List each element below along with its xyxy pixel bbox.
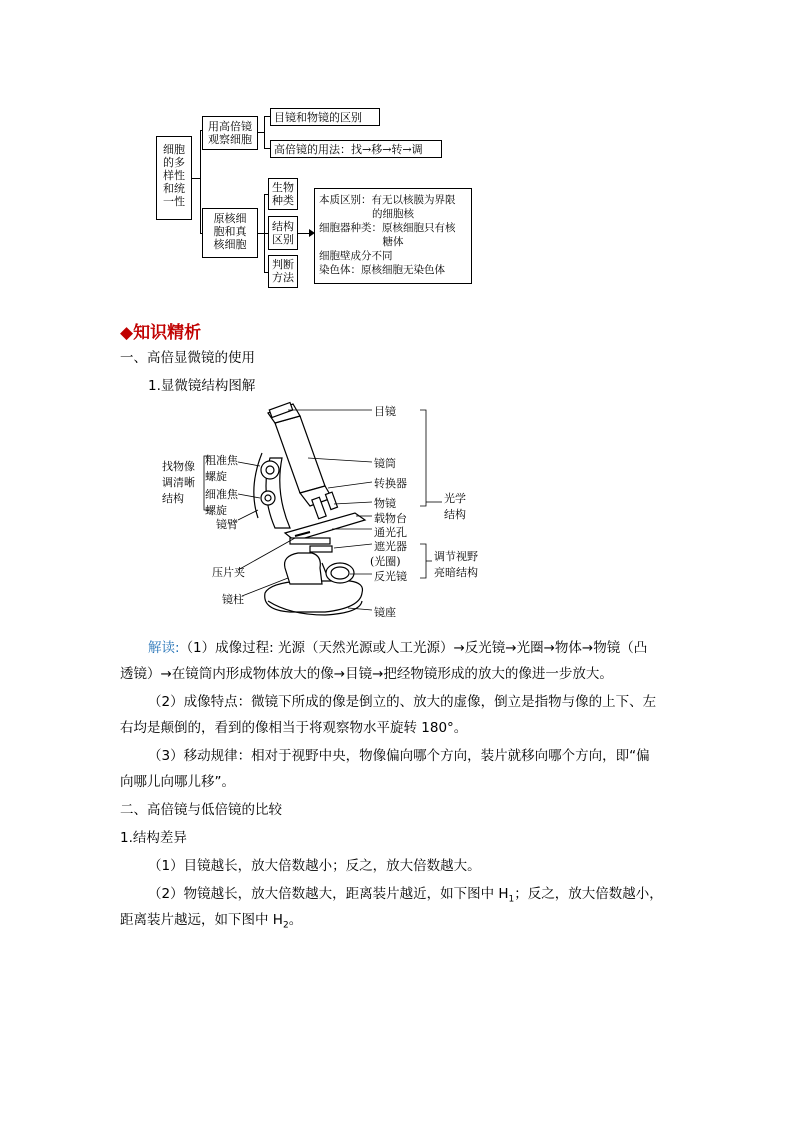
heading-1-sub: 1.显微镜结构图解 [148,378,256,394]
map-item-lens-difference [270,108,380,126]
microscope-diagram [150,398,510,624]
heading-2-sub: 1.结构差异 [120,830,187,846]
label-aperture: 通光孔 [374,526,407,539]
compare-text: 。 [288,912,303,928]
map-branch-line: 核细胞 [213,238,247,251]
map-item-text: 种类 [272,194,294,207]
map-item-text: 目镜和物镜的区别 [274,111,362,124]
group-light-line: 调节视野 [434,550,478,563]
heading-1: 一、高倍显微镜的使用 [120,350,255,366]
label-fine-focus: 细准焦 [205,488,238,501]
label-fine-focus-2: 螺旋 [205,504,227,517]
explain-lead: 解读: [148,640,180,656]
heading-2: 二、高倍镜与低倍镜的比较 [120,802,282,818]
map-item-text: 高倍镜的用法：找→移→转→调 [274,143,423,156]
map-root-line: 一性 [163,195,185,208]
group-focus-line: 结构 [162,492,184,505]
map-diff-line: 细胞器种类：原核细胞只有核 [319,222,456,234]
group-focus-line: 找物像 [162,460,195,473]
map-root-line: 的多 [163,156,185,169]
diamond-icon: ◆ [120,323,134,343]
label-eyepiece: 目镜 [374,405,396,418]
map-item-method [268,255,298,288]
label-stage: 载物台 [374,512,407,525]
explain-p2-line1: （2）成像特点：微镜下所成的像是倒立的、放大的虚像，倒立是指物与像的上下、左 [148,694,657,710]
map-item-text: 生物 [272,181,294,194]
map-root-box [156,136,192,220]
label-clip: 压片夹 [212,566,245,579]
map-root-line: 样性 [163,169,185,182]
explain-p1-line2: 透镜）→在镜筒内形成物体放大的像→目镜→把经物镜形成的放大的像进一步放大。 [120,666,613,682]
group-optical-line: 光学 [444,492,466,505]
map-item-usage [270,140,442,158]
compare-text: （2）物镜越长，放大倍数越大，距离装片越近，如下图中 H [148,886,509,902]
map-branch-line: 原核细 [213,212,247,225]
compare-c2-line1 [148,884,663,910]
explain-p3-line1: （3）移动规律：相对于视野中央，物像偏向哪个方向，装片就移向哪个方向，即“偏 [148,748,650,764]
explain-p1-line1 [148,638,647,658]
map-branch-prokaryote [202,208,258,258]
label-diaphragm: 遮光器 [374,540,407,553]
label-arm: 镜臂 [216,518,238,531]
map-branch-observe [202,116,258,150]
explain-p3-line2: 向哪儿向哪儿移”。 [120,774,235,790]
compare-text: 距离装片越远，如下图中 H [120,912,283,928]
group-focus-line: 调清晰 [162,476,195,489]
map-item-species [268,178,298,210]
compare-c1: （1）目镜越长，放大倍数越小；反之，放大倍数越大。 [148,858,481,874]
section-heading [120,318,201,343]
map-diff-line: 的细胞核 [372,208,414,220]
group-optical-line: 结构 [444,508,466,521]
compare-c2-line2 [120,910,302,936]
map-root-line: 和统 [163,182,185,195]
map-diff-line: 细胞壁成分不同 [319,250,393,262]
map-branch-line: 用高倍镜 [208,120,252,133]
map-branch-line: 胞和真 [213,225,247,238]
map-differences-box [314,188,472,284]
map-diff-line: 本质区别：有无以核膜为界限 [319,194,456,206]
map-root-line: 细胞 [163,143,185,156]
label-objective: 物镜 [374,497,396,510]
label-pillar: 镜柱 [222,593,244,606]
compare-text: ；反之，放大倍数越小， [514,886,663,902]
map-branch-line: 观察细胞 [208,133,252,146]
map-diff-line: 糖体 [382,236,404,248]
map-item-text: 判断 [272,258,294,271]
map-item-text: 区别 [272,233,294,246]
label-tube: 镜筒 [374,457,396,470]
map-item-text: 结构 [272,220,294,233]
group-light-line: 亮暗结构 [434,566,478,579]
label-mirror: 反光镜 [374,570,407,583]
label-base: 镜座 [374,606,396,619]
compare-subscript: 1 [508,894,515,905]
map-item-structure [268,216,298,250]
label-coarse-focus-2: 螺旋 [205,470,227,483]
label-diaphragm-note: (光圈) [370,555,401,568]
compare-subscript: 2 [282,920,289,931]
map-item-text: 方法 [272,271,294,284]
explain-text: （1）成像过程: 光源（天然光源或人工光源）→反光镜→光圈→物体→物镜（凸 [179,640,648,656]
label-coarse-focus: 粗准焦 [205,454,238,467]
label-revolver: 转换器 [374,477,407,490]
map-diff-line: 染色体：原核细胞无染色体 [319,264,445,276]
explain-p2-line2: 右均是颠倒的，看到的像相当于将观察物水平旋转 180°。 [120,720,468,736]
section-heading-text: 知识精析 [133,323,202,343]
